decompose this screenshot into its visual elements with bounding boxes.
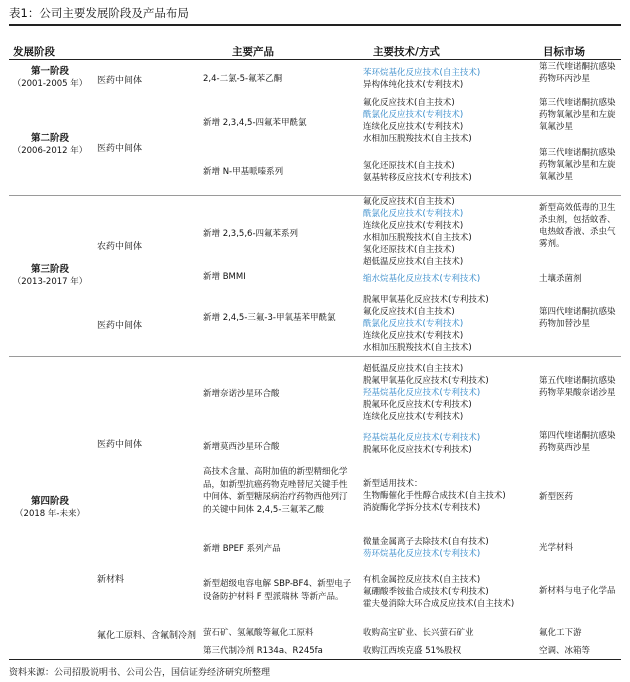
stage-1 [9,65,91,91]
table-bottom-rule [9,659,621,660]
stage-name: 第三阶段 [30,264,69,275]
tech-line: 氟化反应技术(自主技术) [363,197,455,207]
table-title: 表1：公司主要发展阶段及产品布局 [9,6,189,20]
product-cell: 第三代制冷剂 R134a、R245fa [203,646,323,656]
tech-cell [363,97,533,145]
tech-line: 消旋酶化学拆分技术(专利技术) [363,503,481,513]
tech-line: 脱氟甲氧基化反应技术(专利技术) [363,295,489,305]
stage-years: （2001-2005 年） [12,79,88,89]
tech-line: 脱氟环化反应技术(专利技术) [363,445,472,455]
tech-line: 微量金属离子去除技术(自有技术) [363,537,489,547]
stage-2 [9,132,91,158]
stage-3 [9,263,91,289]
tech-line: 连续化反应技术(专利技术) [363,221,464,231]
category-label: 医药中间体 [97,144,143,154]
market-cell: 第五代喹诺酮抗感染药物苹果酸奈诺沙星 [539,376,616,398]
tech-line: 氟化反应技术(自主技术) [363,98,455,108]
tech-line: 氟化反应技术(自主技术) [363,307,455,317]
tech-cell [363,536,533,560]
tech-line: 超低温反应技术(自主技术) [363,364,464,374]
tech-cell [363,273,533,285]
market-cell: 第三代喹诺酮抗感染药物环丙沙星 [539,62,616,84]
market-cell: 空调、冰箱等 [539,646,591,656]
market-cell: 土壤杀菌剂 [539,274,582,284]
stage-divider [9,195,621,196]
tech-line: 苯环烷基化反应技术(自主技术) [363,68,481,78]
tech-line: 生物酶催化手性醇合成技术(自主技术) [363,491,506,501]
tech-line: 连续化反应技术(专利技术) [363,122,464,132]
product-cell: 新增 2,3,5,6-四氟苯系列 [203,229,299,239]
tech-line: 氢化还原技术(自主技术) [363,245,455,255]
header-tech: 主要技术/方式 [373,46,440,58]
tech-cell [363,294,533,354]
tech-line: 氨基转移反应技术(专利技术) [363,173,472,183]
table-top-rule [9,24,621,26]
stage-divider [9,356,621,357]
market-cell: 第四代喹诺酮抗感染药物加替沙星 [539,307,616,329]
stage-years: （2018 年-未来） [15,509,85,519]
tech-line: 酰氯化反应技术(专利技术) [363,319,464,329]
product-cell: 2,4-二氯-5-氟苯乙酮 [203,74,283,84]
category-label: 农药中间体 [97,242,143,252]
tech-line: 脱氟甲氧基化反应技术(专利技术) [363,376,489,386]
tech-line: 超低温反应技术(自主技术) [363,257,464,267]
stage-years: （2013-2017 年） [12,277,88,287]
tech-cell [363,478,533,514]
market-cell: 新型医药 [539,492,574,502]
tech-line: 连续化反应技术(专利技术) [363,412,464,422]
header-rule [9,59,621,60]
tech-line: 芴环烷基化反应技术(专利技术) [363,549,481,559]
category-label: 氟化工原料、含氟制冷剂 [97,631,197,641]
product-cell: 新增 N-甲基哌嗪系列 [203,167,284,177]
category-label: 新材料 [97,575,125,585]
product-cell: 萤石矿、氢氟酸等氟化工原料 [203,628,314,638]
source-note: 资料来源：公司招股说明书、公司公告，国信证券经济研究所整理 [9,668,271,678]
tech-line: 异构体纯化技术(专利技术) [363,80,464,90]
market-cell: 第三代喹诺酮抗感染药物氧氟沙星和左旋氧氟沙星 [539,98,616,132]
tech-cell [363,645,533,657]
category-label: 医药中间体 [97,321,143,331]
tech-cell [363,196,533,268]
tech-line: 有机金属控反应技术(自主技术) [363,575,481,585]
market-cell: 新型高效低毒的卫生杀虫剂，包括蚊香、电热蚊香液、杀虫气雾剂。 [539,203,616,249]
tech-cell [363,432,533,456]
product-cell: 高技术含量、高附加值的新型精细化学品，如新型抗癌药物克唑替尼关键手性中间体、新型糖尿病治疗药物西他列汀的关键中间体 2,4,5-三氟苯乙酸 [203,467,348,515]
tech-line: 霍夫曼消除大环合成反应技术(自主技术) [363,599,515,609]
product-cell: 新增 2,4,5-三氟-3-甲氧基苯甲酰氯 [203,313,336,323]
tech-cell [363,67,533,91]
product-cell: 新增奈诺沙星环合酸 [203,389,280,399]
tech-line: 水相加压脱羧技术(自主技术) [363,134,472,144]
market-cell: 新材料与电子化学品 [539,586,616,596]
market-cell: 氟化工下游 [539,628,582,638]
product-cell: 新增 BMMI [203,272,246,282]
tech-line: 收购高宝矿业、长兴萤石矿业 [363,628,474,638]
product-cell: 新型超级电容电解 SBP-BF4、新型电子设备防护材料 F 型派瑞林 等新产品。 [203,579,352,602]
tech-cell [363,363,533,423]
market-cell: 第三代喹诺酮抗感染药物氧氟沙星和左旋氧氟沙星 [539,148,616,182]
stage-name: 第四阶段 [30,496,69,507]
tech-line: 羟基烷基化反应技术(专利技术) [363,388,481,398]
product-cell: 新增 2,3,4,5-四氟苯甲酰氯 [203,118,307,128]
market-cell: 光学材料 [539,543,574,553]
stage-name: 第二阶段 [30,133,69,144]
tech-line: 酰氯化反应技术(专利技术) [363,209,464,219]
stage-4 [9,495,91,521]
market-cell: 第四代喹诺酮抗感染药物莫西沙星 [539,431,616,453]
header-market: 目标市场 [543,46,585,58]
tech-line: 新型适用技术： [363,479,423,489]
tech-line: 氟硼酸季铵盐合成技术(专利技术) [363,587,489,597]
stage-years: （2006-2012 年） [12,146,88,156]
tech-line: 脱氟环化反应技术(专利技术) [363,400,472,410]
category-label: 医药中间体 [97,76,143,86]
tech-line: 收购江西埃克盛 51%股权 [363,646,462,656]
product-cell: 新增莫西沙星环合酸 [203,442,280,452]
tech-line: 连续化反应技术(专利技术) [363,331,464,341]
tech-cell [363,627,533,639]
tech-line: 缩水烷基化反应技术(专利技术) [363,274,481,284]
product-cell: 新增 BPEF 系列产品 [203,544,281,554]
header-product: 主要产品 [232,46,274,58]
header-stage: 发展阶段 [13,46,55,58]
stage-name: 第一阶段 [30,66,69,77]
tech-line: 羟基烷基化反应技术(专利技术) [363,433,481,443]
tech-line: 酰氯化反应技术(专利技术) [363,110,464,120]
category-label: 医药中间体 [97,440,143,450]
tech-cell [363,160,533,184]
tech-line: 氢化还原技术(自主技术) [363,161,455,171]
tech-cell [363,574,533,610]
tech-line: 水相加压脱羧技术(自主技术) [363,233,472,243]
tech-line: 水相加压脱羧技术(自主技术) [363,343,472,353]
